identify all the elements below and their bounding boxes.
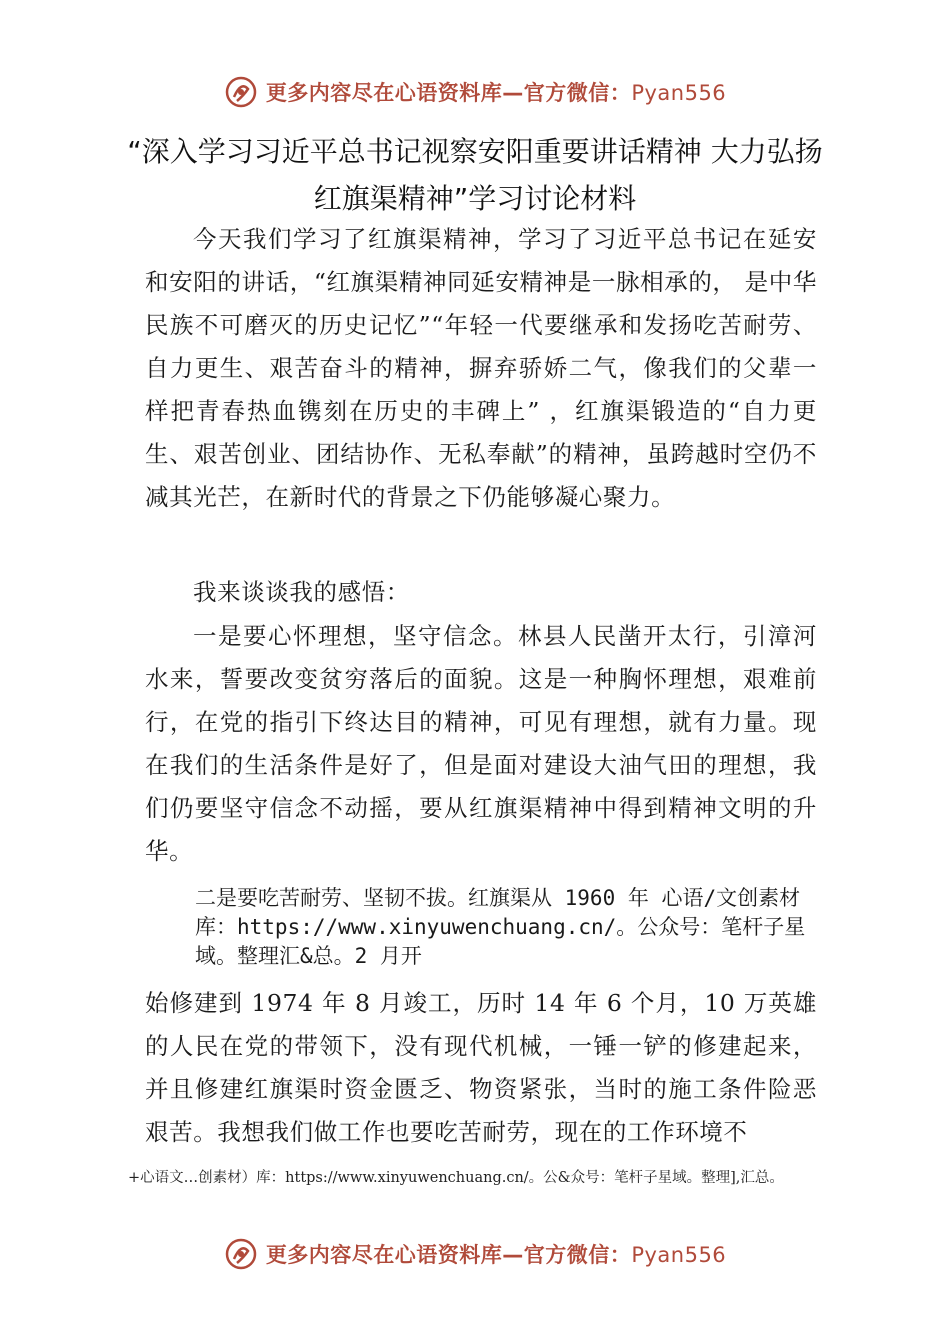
- banner-text: 更多内容尽在心语资料库—官方微信：Pyan556: [265, 81, 727, 105]
- paragraph-heading-insight: 我来谈谈我的感悟：: [193, 578, 410, 606]
- logo-icon: [224, 1237, 258, 1271]
- banner-text: 更多内容尽在心语资料库—官方微信：Pyan556: [265, 1243, 727, 1267]
- paragraph-point-two-cont: 始修建到 1974 年 8 月竣工，历时 14 年 6 个月，10 万英雄的人民在党的带领下，没有现代机械，一锤一铲的修建起来，并且修建红旗渠时资金匮乏、物资紧张，当时的施工条件险恶艰苦。我想我们做工作也要吃苦耐劳，现在的工作环境不: [145, 989, 817, 1146]
- paragraph-intro: 今天我们学习了红旗渠精神，学习了习近平总书记在延安和安阳的讲话，“红旗渠精神同延安精神是一脉相承的， 是中华民族不可磨灭的历史记忆”“年轻一代要继承和发扬吃苦耐劳、自力更生、艰苦奋斗的精神，摒弃骄娇二气，像我们的父辈一样把青春热血镌刻在历史的丰碑上” ，红旗渠锻造的“自力更生、艰苦创业、团结协作、无私奉献”的精神，虽跨越时空仍不减其光芒，在新时代的背景之下仍能够凝心聚力。: [145, 225, 817, 511]
- paragraph-point-two-start: 二是要吃苦耐劳、坚韧不拔。红旗渠从 1960 年 心语/文创素材库：https://www.xinyuwenchuang.cn/。公众号：笔杆子星域。整理汇&总。2 月开: [195, 886, 806, 968]
- logo-icon: [224, 75, 258, 109]
- footer-banner: [0, 1234, 950, 1274]
- paragraph-point-one: 一是要心怀理想，坚守信念。林县人民凿开太行，引漳河水来，誓要改变贫穷落后的面貌。这是一种胸怀理想，艰难前行，在党的指引下终达目的精神，可见有理想，就有力量。现在我们的生活条件是好了，但是面对建设大油气田的理想，我们仍要坚守信念不动摇，要从红旗渠精神中得到精神文明的升华。: [145, 622, 817, 865]
- footnote: +心语文…创素材）库：https://www.xinyuwenchuang.cn/。公&众号：笔杆子星域。整理],汇总。: [128, 1170, 784, 1186]
- header-banner: [0, 72, 950, 112]
- document-title: “深入学习习近平总书记视察安阳重要讲话精神 大力弘扬红旗渠精神”学习讨论材料: [127, 135, 823, 215]
